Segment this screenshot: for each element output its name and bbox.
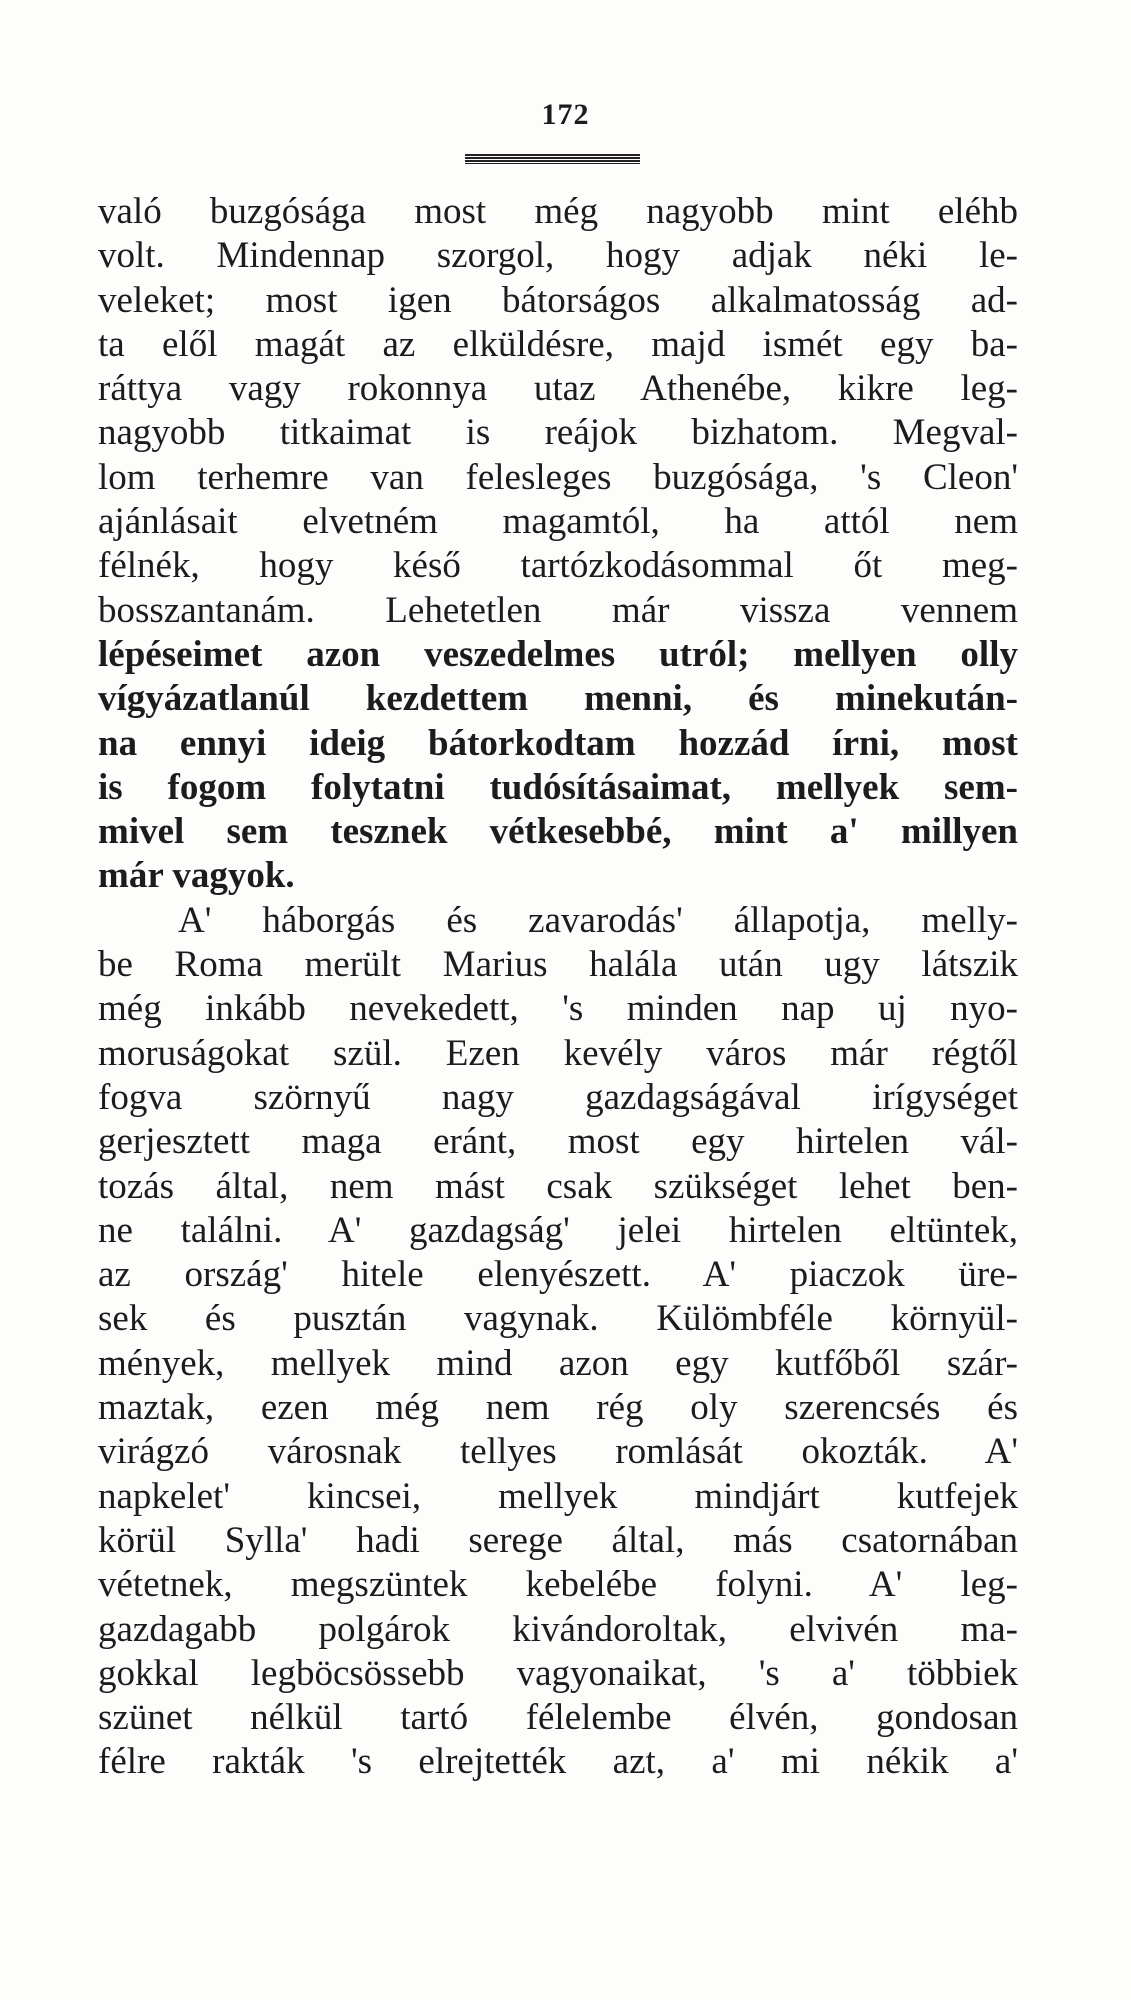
text-line: virágzó városnak tellyes romlását okozták. A' (98, 1431, 1018, 1473)
text-line: maztak, ezen még nem rég oly szerencsés és (98, 1387, 1018, 1429)
text-line: való buzgósága most még nagyobb mint eléhb (98, 191, 1018, 232)
text-line: be Roma merült Marius halála után ugy látszik (98, 944, 1018, 986)
text-line: is fogom folytatni tudósításaimat, mellyek sem- (98, 766, 1018, 808)
paragraph-2 (98, 899, 1018, 1785)
text-line: ráttya vagy rokonnya utaz Athenébe, kikre leg- (98, 368, 1018, 410)
text-line: mények, mellyek mind azon egy kutfőből szár- (98, 1342, 1018, 1384)
text-line: napkelet' kincsei, mellyek mindjárt kutfejek (98, 1475, 1018, 1517)
text-line: még inkább nevekedett, 's minden nap uj nyo- (98, 988, 1018, 1030)
body-text (98, 190, 1018, 1785)
text-line: sek és pusztán vagynak. Külömbféle környül- (98, 1298, 1018, 1340)
text-line: fogva szörnyű nagy gazdagságával irígységet (98, 1076, 1018, 1118)
text-line: na ennyi ideig bátorkodtam hozzád írni, most (98, 722, 1018, 764)
text-line: nagyobb titkaimat is reájok bizhatom. Megval- (98, 412, 1018, 454)
text-line: mivel sem tesznek vétkesebbé, mint a' millyen (98, 811, 1018, 853)
text-line: már vagyok. (98, 855, 295, 897)
text-line: A' háborgás és zavarodás' állapotja, melly- (178, 899, 1018, 941)
text-line: gokkal legböcsössebb vagyonaikat, 's a' többiek (98, 1652, 1018, 1694)
text-line: vígyázatlanúl kezdettem menni, és minekután- (98, 678, 1018, 720)
text-line: tozás által, nem mást csak szükséget lehet ben- (98, 1165, 1018, 1207)
text-line: gazdagabb polgárok kivándoroltak, elvivén ma- (98, 1608, 1018, 1650)
text-line: moruságokat szül. Ezen kevély város már régtől (98, 1032, 1018, 1074)
text-line: ne találni. A' gazdagság' jelei hirtelen eltüntek, (98, 1209, 1018, 1251)
text-line: körül Sylla' hadi serege által, más csatornában (98, 1519, 1018, 1561)
text-line: ta elől magát az elküldésre, majd ismét egy ba- (98, 323, 1018, 365)
text-line: lépéseimet azon veszedelmes utról; mellyen olly (98, 633, 1018, 675)
text-line: félnék, hogy késő tartózkodásommal őt meg- (98, 545, 1018, 587)
text-line: lom terhemre van felesleges buzgósága, 's Cleon' (98, 456, 1018, 498)
paragraph-1 (98, 190, 1018, 899)
text-line: félre rakták 's elrejtették azt, a' mi nékik a' (98, 1741, 1018, 1783)
text-line: veleket; most igen bátorságos alkalmatosság ad- (98, 279, 1018, 321)
text-line: az ország' hitele elenyészett. A' piaczok üre- (98, 1254, 1018, 1296)
text-line: bosszantanám. Lehetetlen már vissza vennem (98, 589, 1018, 631)
page-number: 172 (541, 98, 590, 131)
text-line: szünet nélkül tartó félelembe élvén, gondosan (98, 1697, 1018, 1739)
text-line: vétetnek, megszüntek kebelébe folyni. A' leg- (98, 1564, 1018, 1606)
text-line: ajánlásait elvetném magamtól, ha attól nem (98, 501, 1018, 543)
text-line: volt. Mindennap szorgol, hogy adjak néki le- (98, 235, 1018, 277)
header-rule (465, 154, 640, 164)
text-line: gerjesztett maga eránt, most egy hirtelen vál- (98, 1121, 1018, 1163)
